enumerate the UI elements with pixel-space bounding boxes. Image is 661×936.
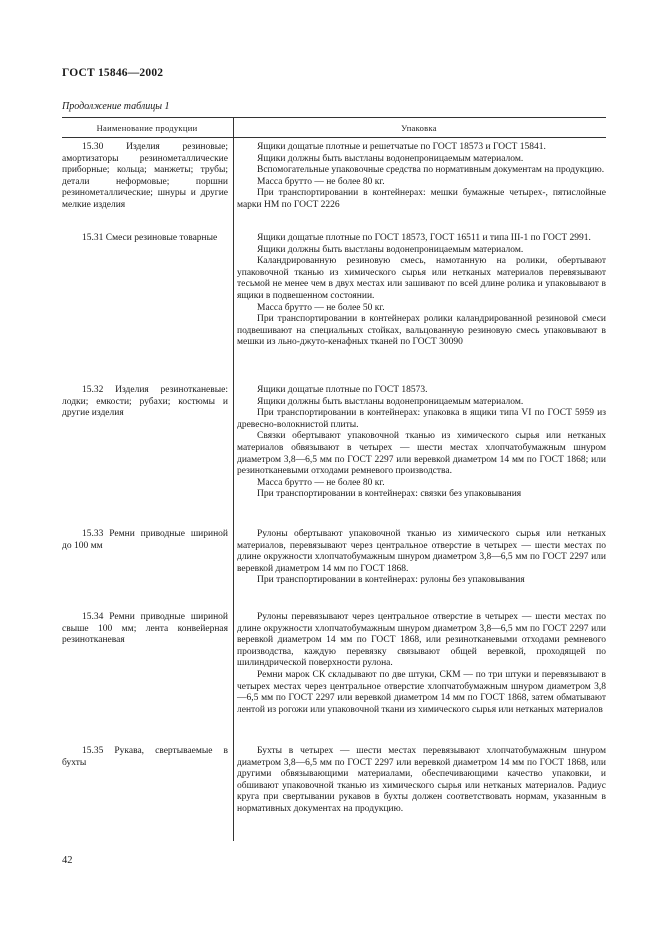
product-name: 15.31 Смеси резиновые товарные [82, 233, 218, 243]
table-continuation-caption: Продолжение таблицы 1 [62, 101, 170, 112]
table-header [62, 118, 606, 137]
packaging-text: Ящики дощатые плотные и решетчатые по ГОСТ 18573 и ГОСТ 15841. Ящики должны быть выстланы водонепроницаемым материалом. Вспомогательные упаковочные средства по нормативным документам на продукцию. Масса брутто — не более 80 кг. При транспортировании в контейнерах: мешки бумажные четырех-, пятислойные марки НМ по ГОСТ 2226 [237, 142, 606, 210]
page-number: 42 [62, 855, 73, 866]
product-name: 15.33 Ремни приводные шириной до 100 мм [62, 529, 228, 551]
packaging-text: Ящики дощатые плотные по ГОСТ 18573, ГОСТ 16511 и типа III-1 по ГОСТ 2991. Ящики должны быть выстланы водонепроницаемым материалом. Каландрированную резиновую смесь, намотанную на ролики, обертывают упаковочной тканью из химического сырья или нетканых материалов перевязывают тесьмой не менее чем в двух местах или зашивают по всей длине ролика и упаковывают в ящики в подвешенном состоянии. Масса брутто — не более 50 кг. При транспортировании в контейнерах ролики каландрированной резиновой смеси подвешивают на специальных стойках, вальцованную резиновую смесь упаковывают в мешки из льно-джуто-кенафных тканей по ГОСТ 30090 [237, 233, 606, 348]
header-product-name: Наименование продукции [96, 122, 198, 133]
packaging-text: Ящики дощатые плотные по ГОСТ 18573. Ящики должны быть выстланы водонепроницаемым материалом. При транспортировании в контейнерах: упаковка в ящики типа VI по ГОСТ 5959 из древесно-волокнистой плиты. Связки обертывают упаковочной тканью из химического сырья или нетканых материалов обвязывают в четырех — шести местах хлопчатобумажным шнуром диаметром 3,8—6,5 мм по ГОСТ 2297 или веревкой диаметром 14 мм по ГОСТ 1868; или резинотканевыми отходами ремневого производства. Масса брутто — не более 80 кг. При транспортировании в контейнерах: связки без упаковывания [237, 385, 606, 500]
product-name: 15.30 Изделия резиновые; амортизаторы резинометаллические приборные; кольца; манжеты; трубы; детали неформовые; поршни резинометаллические; шнуры и другие мелкие изделия [62, 142, 228, 210]
packaging-text: Рулоны обертывают упаковочной тканью из химического сырья или нетканых материалов, перевязывают через центральное отверстие в четырех — шести местах по длине окружности хлопчатобумажным шнуром диаметром 3,8—6,5 мм по ГОСТ 2297 или веревкой диаметром 14 мм по ГОСТ 1868. При транспортировании в контейнерах: рулоны без упаковывания [237, 529, 606, 586]
table-header-rule [62, 137, 606, 138]
packaging-text: Рулоны перевязывают через центральное отверстие в четырех — шести местах по длине окружности хлопчатобумажным шнуром диаметром 3,8—6,5 мм по ГОСТ 2297 или веревкой диаметром 14 мм по ГОСТ 1868, или резинотканевыми отходами ремневого производства, каждую перевязку связывают общей веревкой, проходящей по шилиндрической поверхности рулона. Ремни марок СК складывают по две штуки, СКМ — по три штуки и перевязывают в четырех местах через центральное отверстие хлопчатобумажным шнуром диаметром 3,8—6,5 мм по ГОСТ 2297 или веревкой диаметром 14 мм по ГОСТ 1868, затем обматывают лентой из рогожи или упаковочной ткани из химического сырья или нетканых материалов [237, 612, 606, 715]
packaging-table [62, 117, 606, 814]
product-name: 15.34 Ремни приводные шириной свыше 100 мм; лента конвейерная резинотканевая [62, 612, 228, 646]
product-name: 15.35 Рукава, свертываемые в бухты [62, 746, 228, 768]
header-packaging: Упаковка [401, 122, 437, 133]
product-name: 15.32 Изделия резинотканевые: лодки; емкости; рубахи; костюмы и другие изделия [62, 385, 228, 419]
column-divider [233, 117, 234, 841]
packaging-text: Бухты в четырех — шести местах перевязывают хлопчатобумажным шнуром диаметром 3,8—6,5 мм по ГОСТ 2297 или веревкой диаметром 14 мм по ГОСТ 1868, или другими обвязывающими материалами, обеспечивающими качество упаковки, и обшивают упаковочной тканью из химического сырья или нетканых материалов. Радиус круга при свертывании рукавов в бухты должен соответствовать нормам, указанным в нормативных документах на продукцию. [237, 746, 606, 814]
document-code: ГОСТ 15846—2002 [62, 67, 164, 79]
